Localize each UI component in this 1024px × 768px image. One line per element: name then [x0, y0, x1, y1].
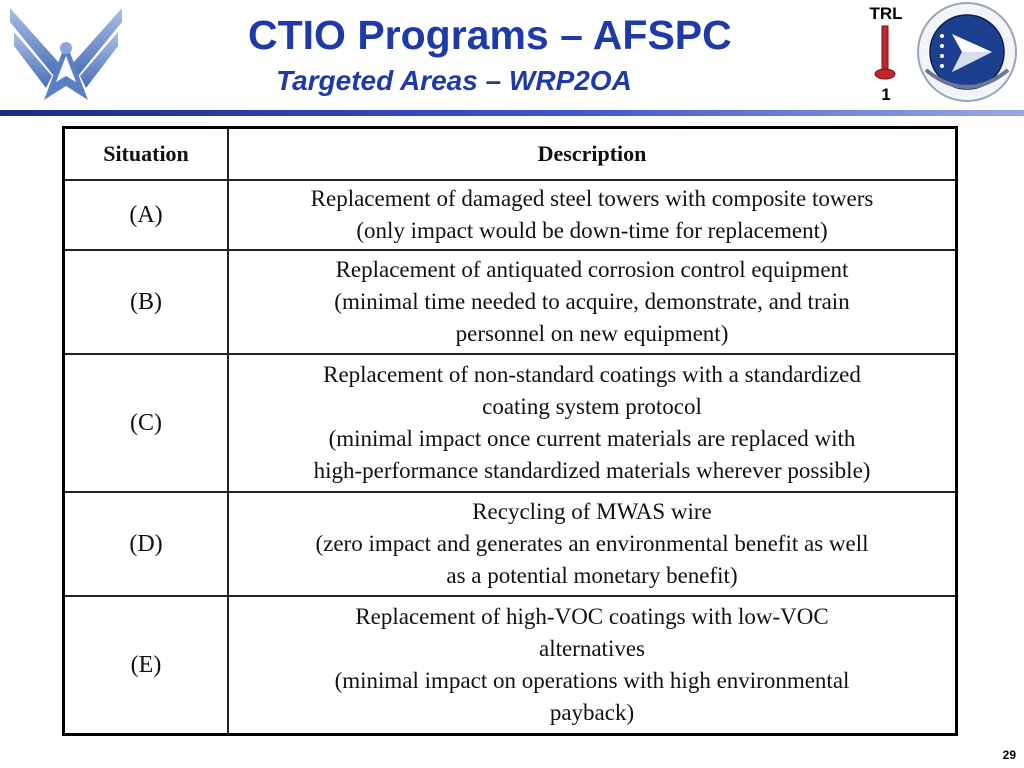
column-header-situation: Situation — [64, 128, 229, 181]
trl-label: TRL — [869, 4, 903, 23]
description-line: alternatives — [538, 635, 645, 661]
table-row — [64, 492, 957, 596]
table-row — [64, 180, 957, 250]
afrl-shield-icon — [912, 0, 1022, 106]
situation-cell: (E) — [64, 596, 229, 734]
table-row — [64, 596, 957, 734]
description-line: Replacement of high-VOC coatings with low-VOC — [355, 603, 829, 629]
page-number: 29 — [1002, 748, 1016, 762]
description-line: (minimal time needed to acquire, demonstrate, and train — [334, 289, 850, 314]
description-line: Replacement of antiquated corrosion control equipment — [335, 257, 849, 282]
description-cell — [228, 180, 957, 250]
description-cell — [228, 354, 957, 492]
description-line: high-performance standardized materials wherever possible) — [313, 458, 871, 483]
situation-cell: (C) — [64, 354, 229, 492]
description-line: (minimal impact on operations with high environmental — [334, 667, 850, 693]
description-line: payback) — [549, 699, 635, 725]
table-row — [64, 250, 957, 354]
table-row — [64, 354, 957, 492]
description-line: (minimal impact once current materials are replaced with — [328, 426, 856, 451]
description-cell — [228, 492, 957, 596]
situation-cell: (B) — [64, 250, 229, 354]
slide-title: CTIO Programs – AFSPC — [248, 12, 732, 58]
description-cell — [228, 250, 957, 354]
slide-subtitle: Targeted Areas – WRP2OA — [276, 65, 632, 96]
situation-table — [62, 126, 958, 736]
trl-value: 1 — [881, 85, 891, 104]
column-header-description: Description — [228, 128, 957, 181]
situation-cell: (D) — [64, 492, 229, 596]
air-force-wings-icon — [6, 2, 126, 106]
description-line: Recycling of MWAS wire — [472, 499, 712, 524]
header-rule — [0, 110, 1024, 116]
table-header-row — [64, 128, 957, 181]
trl-gauge-icon — [874, 24, 896, 82]
situation-cell: (A) — [64, 180, 229, 250]
description-line: Replacement of non-standard coatings with a standardized — [323, 362, 861, 387]
description-line: coating system protocol — [482, 394, 702, 419]
description-line: as a potential monetary benefit) — [446, 563, 738, 588]
description-line: Replacement of damaged steel towers with composite towers — [310, 186, 874, 211]
description-cell — [228, 596, 957, 734]
description-line: personnel on new equipment) — [455, 321, 729, 346]
description-line: (only impact would be down-time for replacement) — [356, 218, 828, 243]
description-line: (zero impact and generates an environmental benefit as well — [315, 531, 869, 556]
